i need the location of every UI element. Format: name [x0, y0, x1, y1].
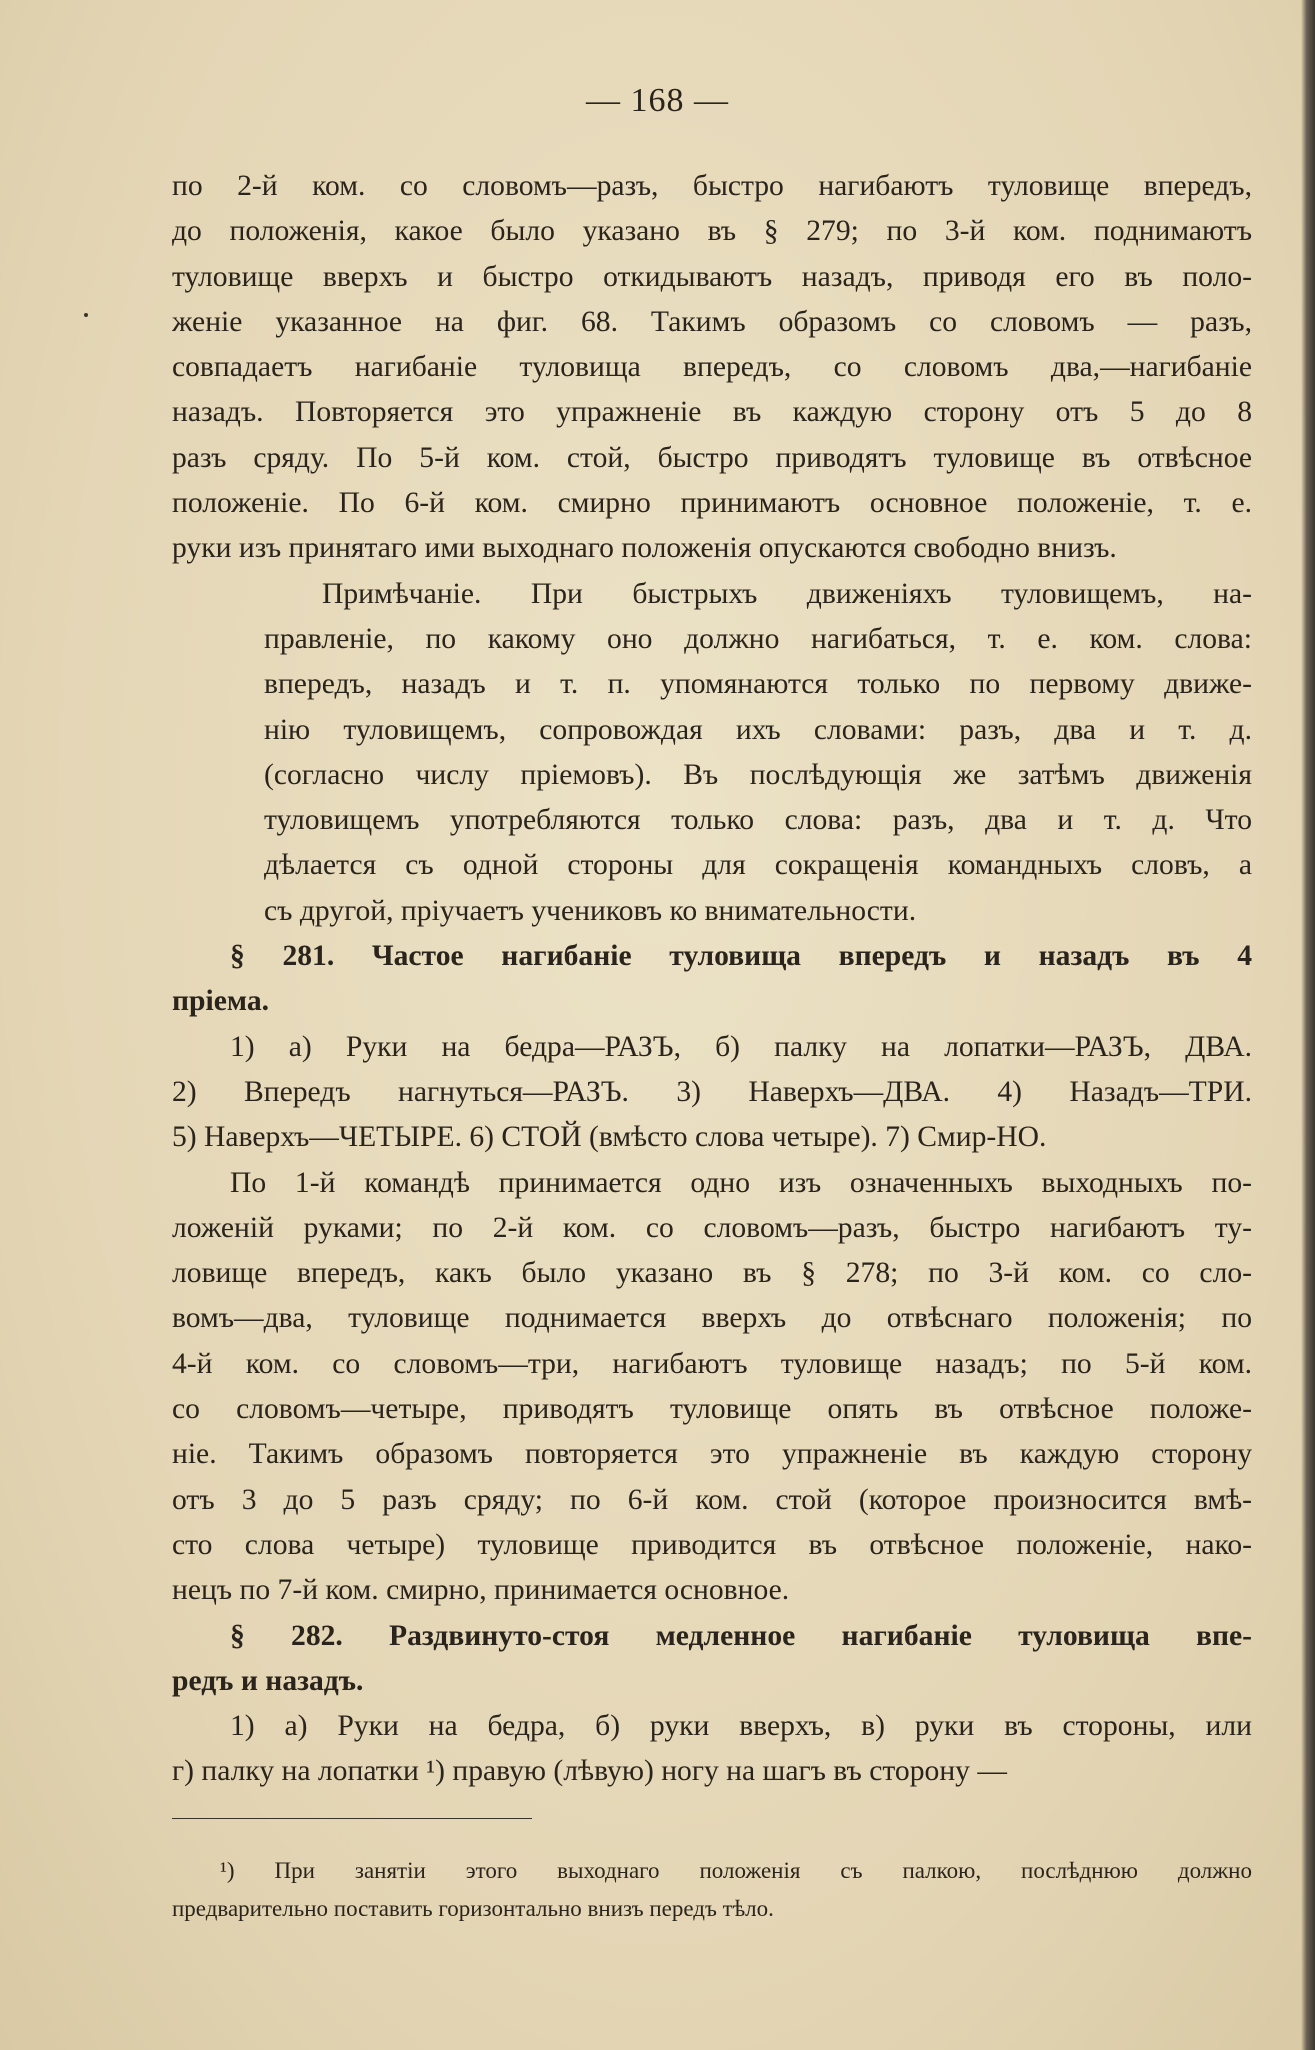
- text-line: Примѣчаніе. При быстрыхъ движеніяхъ туловищемъ, на-: [322, 577, 1252, 610]
- text-line: туловище вверхъ и быстро откидываютъ назадъ, приводя его въ поло-: [172, 260, 1252, 293]
- text-line: совпадаетъ нагибаніе туловища впередъ, со словомъ два,—нагибаніе: [172, 351, 1252, 384]
- text-line: до положенія, какое было указано въ § 279; по 3-й ком. поднимаютъ: [172, 215, 1252, 248]
- footnote-line: предварительно поставить горизонтально внизъ передъ тѣло.: [172, 1896, 774, 1921]
- paragraph: [172, 1161, 1252, 1614]
- text-line: назадъ. Повторяется это упражненіе въ каждую сторону отъ 5 до 8: [172, 396, 1252, 429]
- footnote-separator: [172, 1818, 532, 1819]
- text-line: ніе. Такимъ образомъ повторяется это упражненіе въ каждую сторону: [172, 1438, 1252, 1471]
- text-line: туловищемъ употребляются только слова: разъ, два и т. д. Что: [264, 804, 1252, 837]
- footnote-line: ¹) При занятіи этого выходнаго положенія съ палкою, послѣднюю должно: [220, 1858, 1252, 1883]
- paragraph: [172, 1025, 1252, 1161]
- text-line: § 282. Раздвинуто-стоя медленное нагибаніе туловища впе-: [230, 1619, 1252, 1652]
- text-line: 1) а) Руки на бедра, б) руки вверхъ, в) руки въ стороны, или: [230, 1710, 1252, 1743]
- text-line: съ другой, пріучаетъ учениковъ ко внимательности.: [264, 894, 917, 927]
- text-line: 2) Впередъ нагнуться—РАЗЪ. 3) Наверхъ—ДВА. 4) Назадъ—ТРИ.: [172, 1075, 1252, 1108]
- text-line: ложеній руками; по 2-й ком. со словомъ—разъ, быстро нагибаютъ ту-: [172, 1211, 1252, 1244]
- text-line: впередъ, назадъ и т. п. упомянаются только по первому движе-: [264, 668, 1252, 701]
- text-line: отъ 3 до 5 разъ сряду; по 6-й ком. стой (которое произносится вмѣ-: [172, 1483, 1252, 1516]
- text-line: пріема.: [172, 985, 270, 1018]
- text-line: (согласно числу пріемовъ). Въ послѣдующія же затѣмъ движенія: [264, 758, 1252, 791]
- margin-mark: [84, 313, 88, 317]
- text-line: женіе указанное на фиг. 68. Такимъ образомъ со словомъ — разъ,: [172, 305, 1252, 338]
- text-line: положеніе. По 6-й ком. смирно принимаютъ основное положеніе, т. е.: [172, 487, 1252, 520]
- text-line: по 2-й ком. со словомъ—разъ, быстро нагибаютъ туловище впередъ,: [172, 170, 1252, 202]
- text-line: § 281. Частое нагибаніе туловища впередъ и назадъ въ 4: [230, 940, 1252, 973]
- text-line: 1) а) Руки на бедра—РАЗЪ, б) палку на лопатки—РАЗЪ, ДВА.: [230, 1030, 1252, 1063]
- text-line: со словомъ—четыре, приводятъ туловище опять въ отвѣсное положе-: [172, 1393, 1252, 1426]
- paragraph: [172, 1704, 1252, 1795]
- text-line: По 1-й командѣ принимается одно изъ означенныхъ выходныхъ по-: [230, 1166, 1252, 1199]
- text-line: редъ и назадъ.: [172, 1664, 364, 1697]
- text-line: вомъ—два, туловище поднимается вверхъ до отвѣснаго положенія; по: [172, 1302, 1252, 1335]
- text-line: 5) Наверхъ—ЧЕТЫРЕ. 6) СТОЙ (вмѣсто слова четыре). 7) Смир-НО.: [172, 1121, 1047, 1154]
- text-line: нію туловищемъ, сопровождая ихъ словами: разъ, два и т. д.: [264, 713, 1252, 746]
- text-line: разъ сряду. По 5-й ком. стой, быстро приводятъ туловище въ отвѣсное: [172, 441, 1252, 474]
- page-number: — 168 —: [586, 82, 729, 119]
- section-heading: [172, 1614, 1252, 1705]
- text-line: сто слова четыре) туловище приводится въ отвѣсное положеніе, нако-: [172, 1528, 1252, 1561]
- body-text: [172, 164, 1252, 1795]
- text-line: 4-й ком. со словомъ—три, нагибаютъ туловище назадъ; по 5-й ком.: [172, 1347, 1252, 1380]
- text-line: руки изъ принятаго ими выходнаго положенія опускаются свободно внизъ.: [172, 532, 1117, 565]
- text-line: нецъ по 7-й ком. смирно, принимается основное.: [172, 1574, 790, 1607]
- text-line: дѣлается съ одной стороны для сокращенія командныхъ словъ, а: [264, 849, 1252, 882]
- text-line: ловище впередъ, какъ было указано въ § 278; по 3-й ком. со сло-: [172, 1257, 1252, 1290]
- footnote: [172, 1852, 1252, 1928]
- section-heading: [172, 934, 1252, 1025]
- text-line: г) палку на лопатки ¹) правую (лѣвую) ногу на шагъ въ сторону —: [172, 1755, 1007, 1788]
- paragraph: [172, 164, 1252, 572]
- page-edge-shadow: [1301, 0, 1315, 2050]
- text-line: правленіе, по какому оно должно нагибаться, т. е. ком. слова:: [264, 622, 1252, 655]
- note-paragraph: [172, 572, 1252, 934]
